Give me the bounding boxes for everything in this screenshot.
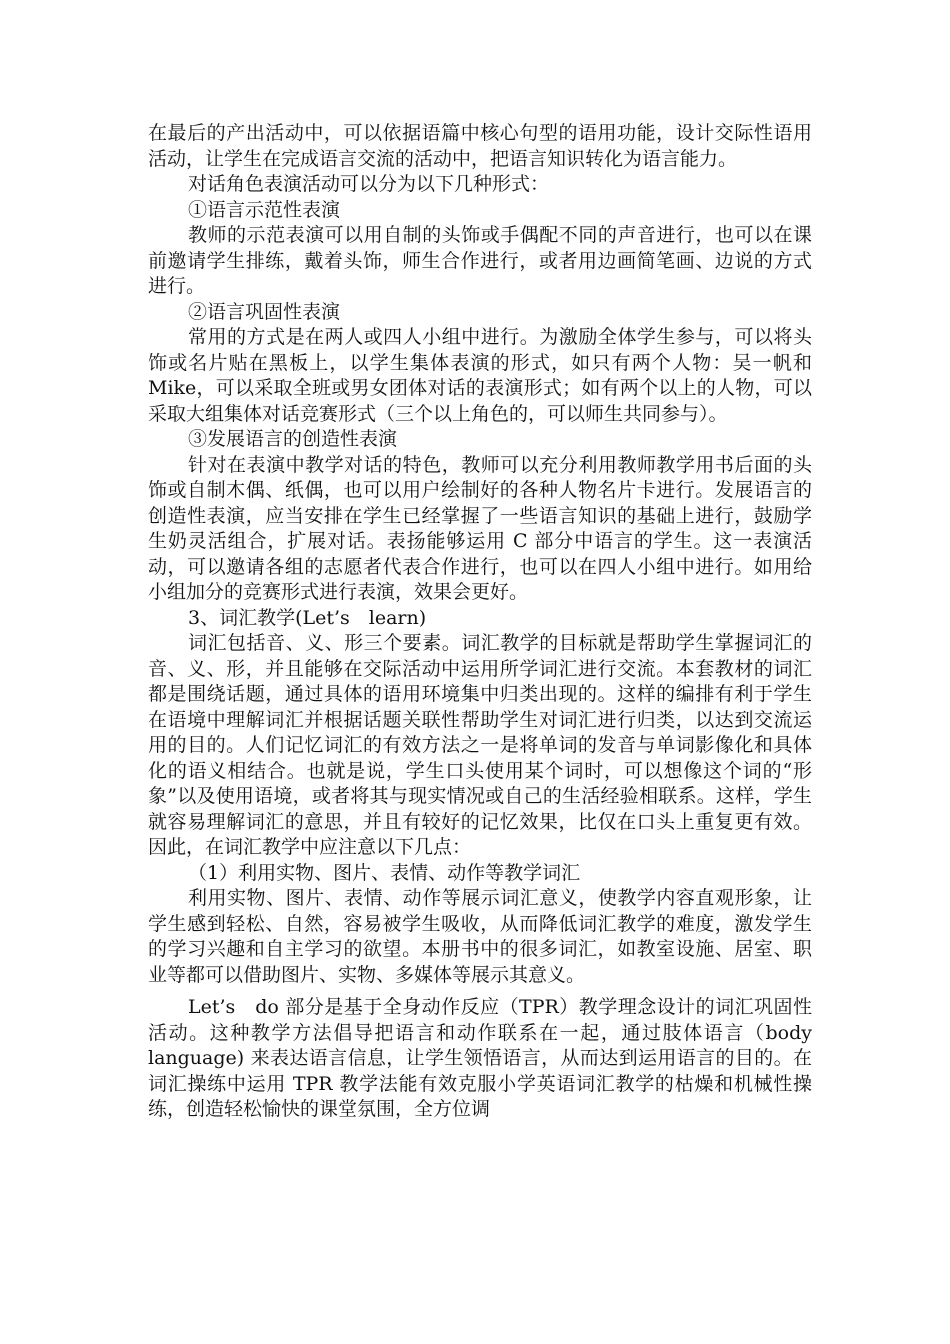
heading-creative-performance: ③发展语言的创造性表演	[188, 428, 398, 450]
heading-vocabulary-teaching: 3、词汇教学(Let’s learn)	[188, 606, 427, 629]
document-page	[148, 121, 812, 1123]
paragraph-creative-performance: 针对在表演中教学对话的特色，教师可以充分利用教师教学用书后面的头饰或自制木偶、纸偶，也可以用户绘制好的各种人物名片卡进行。发展语言的创造性表演，应当安排在学生已经掌握了一些语言知识的基础上进行，鼓励学生奶灵活组合，扩展对话。表扬能够运用 C 部分中语言的学生。这一表演活动，可以邀请各组的志愿者代表合作进行，也可以在四人小组中进行。如用给小组加分的竞赛形式进行表演，效果会更好。	[148, 453, 812, 603]
paragraph-vocabulary-elements: 词汇包括音、义、形三个要素。词汇教学的目标就是帮助学生掌握词汇的音、义、形，并且能够在交际活动中运用所学词汇进行交流。本套教材的词汇都是围绕话题，通过具体的语用环境集中归类出现的。这样的编排有利于学生在语境中理解词汇并根据话题关联性帮助学生对词汇进行归类，以达到交流运用的目的。人们记忆词汇的有效方法之一是将单词的发音与单词影像化和具体化的语义相结合。也就是说，学生口头使用某个词时，可以想像这个词的“形象”以及使用语境，或者将其与现实情况或自己的生活经验相联系。这样，学生就容易理解词汇的意思，并且有较好的记忆效果，比仅在口头上重复更有效。因此，在词汇教学中应注意以下几点：	[148, 632, 812, 858]
heading-consolidation-performance: ②语言巩固性表演	[188, 300, 341, 323]
paragraph-group-performance: 常用的方式是在两人或四人小组中进行。为激励全体学生参与，可以将头饰或名片贴在黑板上，以学生集体表演的形式，如只有两个人物：吴一帆和 Mike，可以采取全班或男女团体对话的表演形式；如有两个以上的人物，可以采取大组集体对话竞赛形式（三个以上角色的，可以师生共同参与）。	[148, 326, 812, 425]
paragraph-teacher-demonstration: 教师的示范表演可以用自制的头饰或手偶配不同的声音进行，也可以在课前邀请学生排练，戴着头饰，师生合作进行，或者用边画简笔画、边说的方式进行。	[148, 224, 812, 297]
heading-demonstration-performance: ①语言示范性表演	[188, 198, 341, 221]
heading-visual-aids: （1）利用实物、图片、表情、动作等教学词汇	[188, 861, 581, 884]
paragraph-output-activity: 在最后的产出活动中，可以依据语篇中核心句型的语用功能，设计交际性语用活动，让学生在完成语言交流的活动中，把语言知识转化为语言能力。	[148, 122, 812, 170]
paragraph-role-play-forms: 对话角色表演活动可以分为以下几种形式：	[188, 173, 550, 195]
paragraph-lets-do-tpr: Let’s do 部分是基于全身动作反应（TPR）教学理念设计的词汇巩固性活动。这种教学方法倡导把语言和动作联系在一起，通过肢体语言（body language) 来表达语言信息，让学生领悟语言，从而达到运用语言的目的。在词汇操练中运用 TPR 教学法能有效克服小学英语词汇教学的枯燥和机械性操练，创造轻松愉快的课堂氛围，全方位调	[148, 996, 812, 1120]
paragraph-visual-aids: 利用实物、图片、表情、动作等展示词汇意义，使教学内容直观形象，让学生感到轻松、自然，容易被学生吸收，从而降低词汇教学的难度，激发学生的学习兴趣和自主学习的欲望。本册书中的很多词汇，如教室设施、居室、职业等都可以借助图片、实物、多媒体等展示其意义。	[148, 887, 812, 986]
